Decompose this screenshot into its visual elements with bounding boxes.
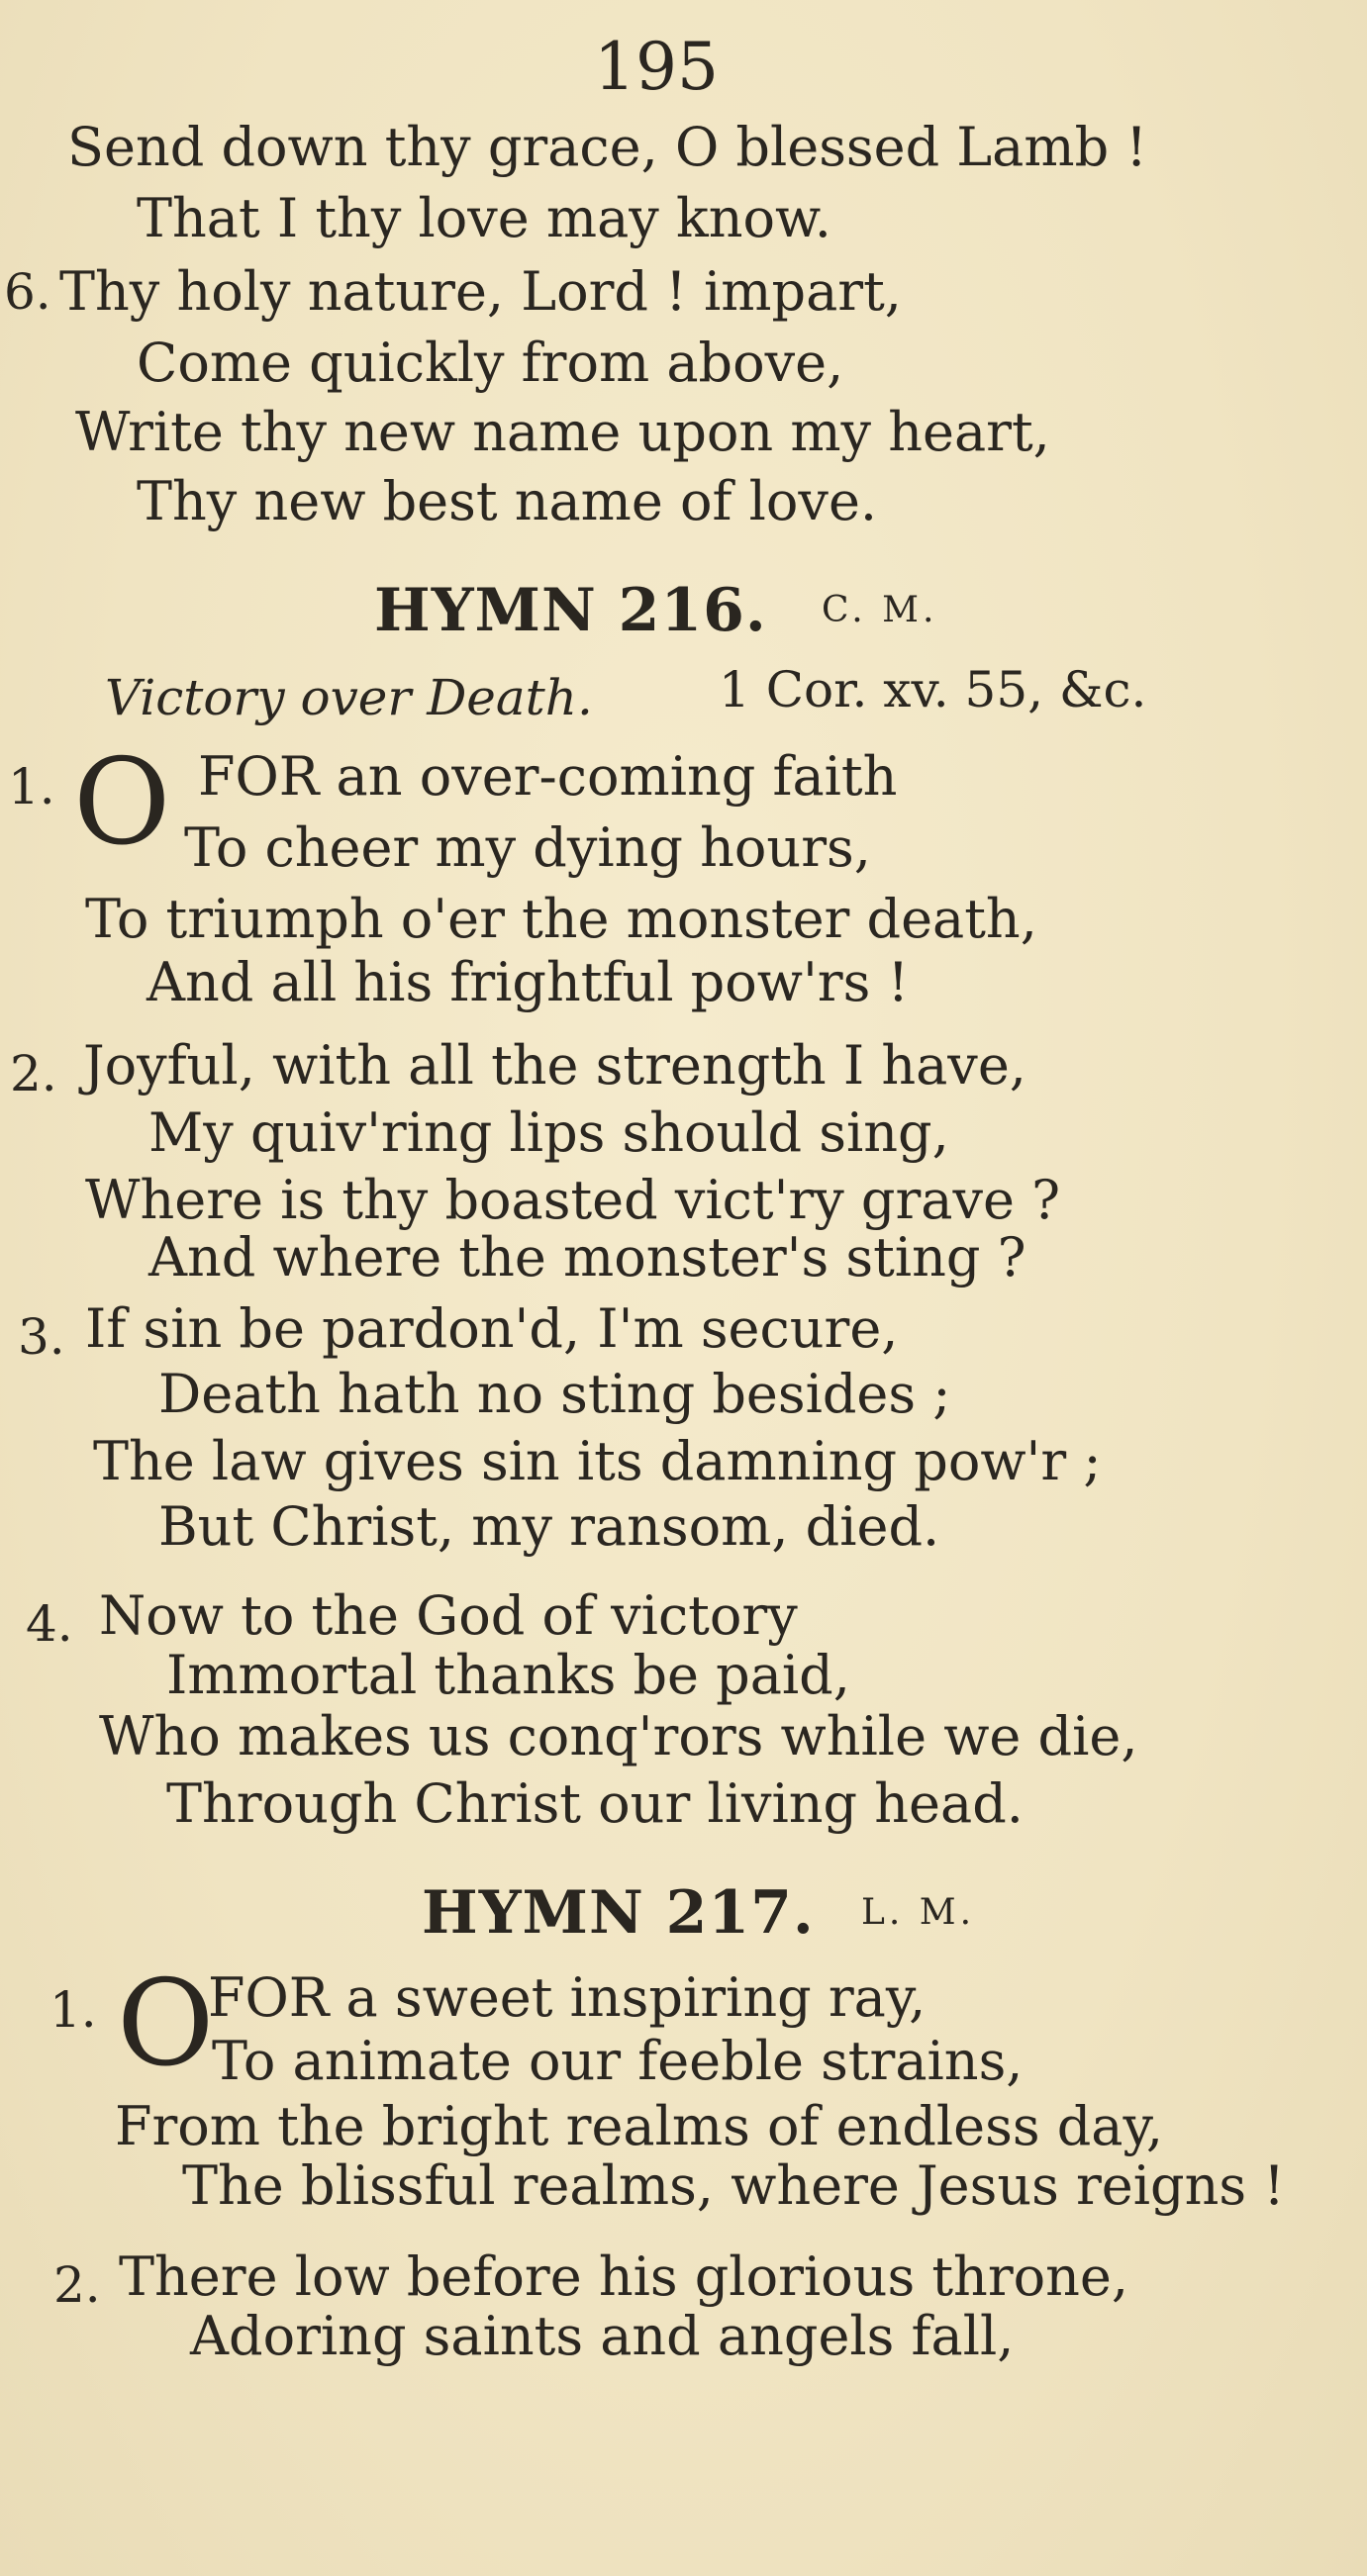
verse-line: The blissful realms, where Jesus reigns ! (182, 2154, 1285, 2217)
verse-line: If sin be pardon'd, I'm secure, (85, 1297, 899, 1360)
verse-line: Write thy new name upon my heart, (75, 401, 1050, 463)
verse-line: To cheer my dying hours, (184, 816, 871, 879)
verse-line: My quiv'ring lips should sing, (148, 1101, 949, 1164)
continuation-line-1: Send down thy grace, O blessed Lamb ! (67, 116, 1147, 178)
verse-line: There low before his glorious throne, (119, 2245, 1129, 2308)
verse-line: Joyful, with all the strength I have, (83, 1034, 1026, 1097)
verse-number: 4. (26, 1595, 73, 1653)
verse-line: Immortal thanks be paid, (166, 1644, 850, 1706)
verse-line: Who makes us conq'rors while we die, (99, 1705, 1138, 1767)
hymn-subtitle: Victory over Death. (105, 669, 593, 726)
verse-number: 1. (8, 758, 55, 815)
drop-cap: O (117, 1956, 215, 2093)
verse-number: 2. (10, 1045, 57, 1102)
verse-line: Through Christ our living head. (166, 1772, 1024, 1835)
verse-line: Death hath no sting besides ; (158, 1363, 951, 1425)
verse-line: And all his frightful pow'rs ! (146, 951, 910, 1013)
hymn-meter: L. M. (861, 1892, 976, 1933)
verse-line: The law gives sin its damning pow'r ; (93, 1430, 1102, 1492)
hymn-meter: C. M. (822, 590, 938, 630)
verse-line: Where is thy boasted vict'ry grave ? (85, 1169, 1061, 1231)
continuation-line-2: That I thy love may know. (137, 187, 831, 249)
verse-line: But Christ, my ransom, died. (158, 1495, 940, 1558)
verse-number: 2. (53, 2256, 101, 2314)
verse-line: From the bright realms of endless day, (115, 2095, 1163, 2157)
drop-cap: O (73, 734, 171, 872)
verse-number: 3. (18, 1308, 65, 1366)
verse-number: 1. (49, 1981, 97, 2039)
verse-line: Now to the God of victory (99, 1584, 798, 1647)
verse-line: Thy holy nature, Lord ! impart, (59, 260, 902, 323)
verse-line: To triumph o'er the monster death, (85, 888, 1037, 950)
verse-line: Adoring saints and angels fall, (190, 2305, 1015, 2367)
verse-line: Come quickly from above, (137, 332, 844, 394)
verse-line: To animate our feeble strains, (212, 2030, 1024, 2092)
hymn-title: HYMN 217. (422, 1878, 815, 1948)
verse-number: 6. (4, 263, 51, 321)
verse-line: And where the monster's sting ? (148, 1226, 1026, 1288)
verse-line: Thy new best name of love. (137, 470, 878, 532)
scripture-reference: 1 Cor. xv. 55, &c. (719, 661, 1147, 718)
verse-line: FOR an over-coming faith (198, 745, 898, 808)
verse-line: FOR a sweet inspiring ray, (208, 1966, 927, 2029)
hymn-title: HYMN 216. (374, 576, 767, 645)
page-number: 195 (594, 29, 719, 105)
